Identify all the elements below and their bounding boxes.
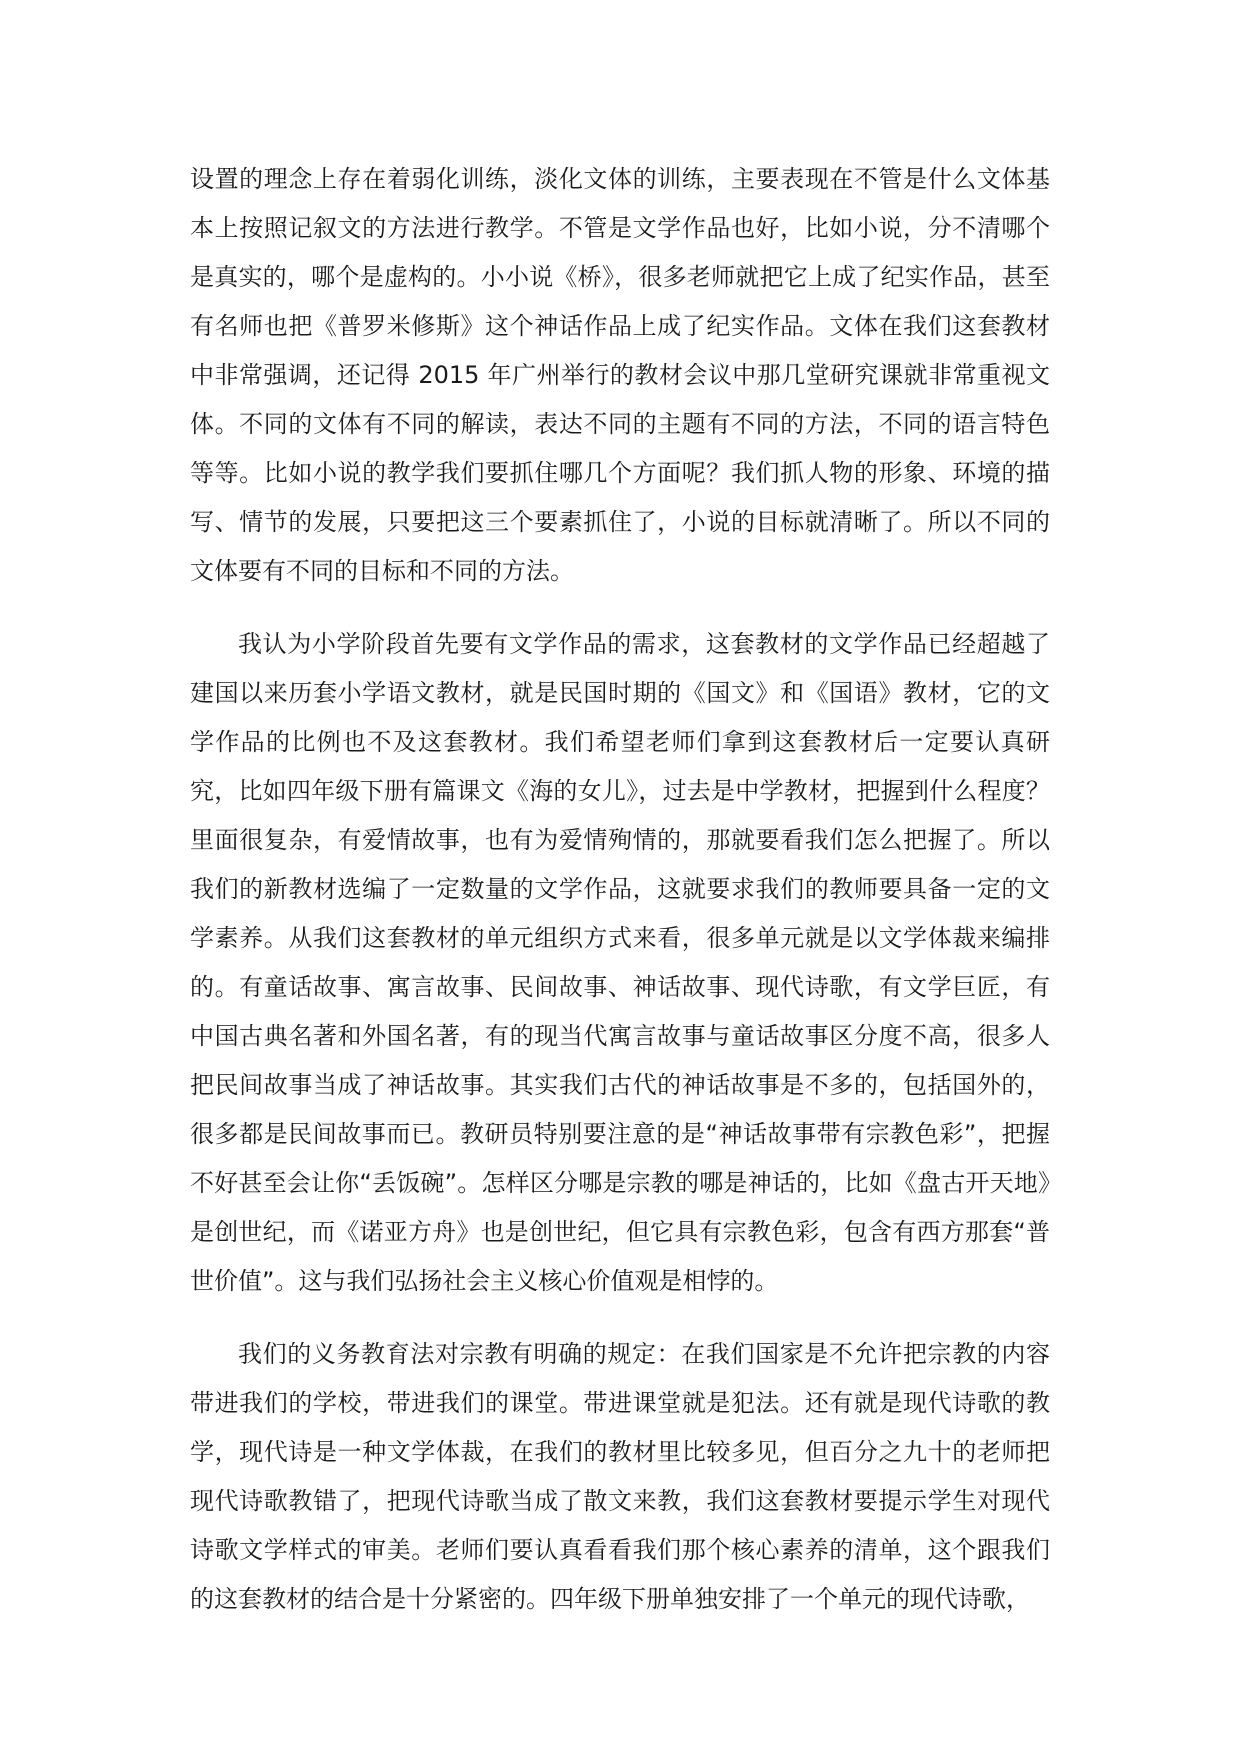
paragraph-2: 我认为小学阶段首先要有文学作品的需求，这套教材的文学作品已经超越了建国以来历套小学语文教材，就是民国时期的《国文》和《国语》教材，它的文学作品的比例也不及这套教材。我们希望老师们拿到这套教材后一定要认真研究，比如四年级下册有篇课文《海的女儿》，过去是中学教材，把握到什么程度？里面很复杂，有爱情故事，也有为爱情殉情的，那就要看我们怎么把握了。所以我们的新教材选编了一定数量的文学作品，这就要求我们的教师要具备一定的文学素养。从我们这套教材的单元组织方式来看，很多单元就是以文学体裁来编排的。有童话故事、寓言故事、民间故事、神话故事、现代诗歌，有文学巨匠，有中国古典名著和外国名著，有的现当代寓言故事与童话故事区分度不高，很多人把民间故事当成了神话故事。其实我们古代的神话故事是不多的，包括国外的，很多都是民间故事而已。教研员特别要注意的是“神话故事带有宗教色彩”，把握不好甚至会让你“丢饭碗”。怎样区分哪是宗教的哪是神话的，比如《盘古开天地》是创世纪，而《诺亚方舟》也是创世纪，但它具有宗教色彩，包含有西方那套“普世价值”。这与我们弘扬社会主义核心价值观是相悖的。 <box>190 630 1050 1295</box>
document-body <box>190 155 1050 1624</box>
paragraph-1: 设置的理念上存在着弱化训练，淡化文体的训练，主要表现在不管是什么文体基本上按照记叙文的方法进行教学。不管是文学作品也好，比如小说，分不清哪个是真实的，哪个是虚构的。小小说《桥》，很多老师就把它上成了纪实作品，甚至有名师也把《普罗米修斯》这个神话作品上成了纪实作品。文体在我们这套教材中非常强调，还记得 2015 年广州举行的教材会议中那几堂研究课就非常重视文体。不同的文体有不同的解读，表达不同的主题有不同的方法，不同的语言特色等等。比如小说的教学我们要抓住哪几个方面呢？我们抓人物的形象、环境的描写、情节的发展，只要把这三个要素抓住了，小说的目标就清晰了。所以不同的文体要有不同的目标和不同的方法。 <box>190 165 1050 585</box>
paragraph-3: 我们的义务教育法对宗教有明确的规定：在我们国家是不允许把宗教的内容带进我们的学校，带进我们的课堂。带进课堂就是犯法。还有就是现代诗歌的教学，现代诗是一种文学体裁，在我们的教材里比较多见，但百分之九十的老师把现代诗歌教错了，把现代诗歌当成了散文来教，我们这套教材要提示学生对现代诗歌文学样式的审美。老师们要认真看看我们那个核心素养的清单，这个跟我们的这套教材的结合是十分紧密的。四年级下册单独安排了一个单元的现代诗歌， <box>190 1340 1050 1613</box>
